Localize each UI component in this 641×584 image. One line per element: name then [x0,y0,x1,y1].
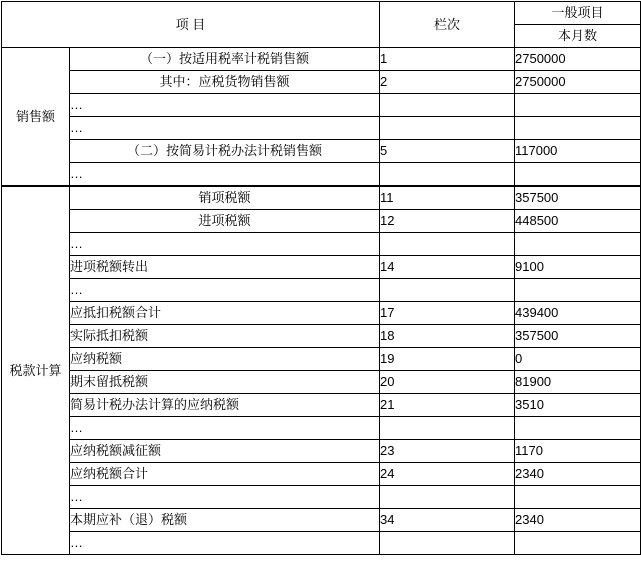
cell-amount [515,94,641,117]
cell-line-number: 17 [380,302,515,325]
cell-amount: 357500 [515,325,641,348]
cell-line-number: 12 [380,210,515,233]
cell-line-number: 24 [380,463,515,486]
table-row [2,210,641,233]
cell-item: … [70,233,380,256]
cell-line-number [380,486,515,509]
table-row [2,71,641,94]
cell-amount: 2340 [515,509,641,532]
cell-line-number: 2 [380,71,515,94]
cell-line-number: 18 [380,325,515,348]
table-row [2,440,641,463]
header-general-cell: 一般项目 [515,2,641,25]
cell-line-number: 1 [380,48,515,71]
cell-item: 简易计税办法计算的应纳税额 [70,394,380,417]
header-line-cell: 栏次 [380,2,515,48]
table-row [2,371,641,394]
cell-line-number: 19 [380,348,515,371]
table-row [2,48,641,71]
cell-amount [515,279,641,302]
cell-item: 实际抵扣税额 [70,325,380,348]
cell-item: … [70,117,380,140]
table-row [2,117,641,140]
table-row [2,463,641,486]
cell-amount [515,532,641,555]
table-row [2,394,641,417]
cell-item: 其中：应税货物销售额 [70,71,380,94]
cell-item: 应纳税额合计 [70,463,380,486]
cell-amount: 117000 [515,140,641,163]
cell-line-number [380,94,515,117]
table-row [2,509,641,532]
table-row [2,417,641,440]
table-row [2,532,641,555]
cell-item: 进项税额转出 [70,256,380,279]
cell-item: 应纳税额减征额 [70,440,380,463]
cell-amount: 448500 [515,210,641,233]
cell-line-number [380,279,515,302]
cell-line-number [380,532,515,555]
cell-line-number: 23 [380,440,515,463]
table-row [2,256,641,279]
cell-amount: 2750000 [515,48,641,71]
cell-amount [515,163,641,187]
cell-item: 应抵扣税额合计 [70,302,380,325]
table-row [2,325,641,348]
cell-item: 本期应补（退）税额 [70,509,380,532]
table-row [2,163,641,187]
cell-line-number [380,233,515,256]
cell-item: … [70,163,380,187]
header-month-cell: 本月数 [515,25,641,48]
cell-amount [515,117,641,140]
cell-item: （二）按简易计税办法计税销售额 [70,140,380,163]
table-row [2,94,641,117]
cell-line-number: 21 [380,394,515,417]
vat-declaration-sheet [0,1,641,584]
header-item-cell: 项 目 [2,2,380,48]
table-row [2,302,641,325]
cell-item: 期末留抵税额 [70,371,380,394]
cell-line-number: 20 [380,371,515,394]
cell-amount: 1170 [515,440,641,463]
table-row [2,279,641,302]
cell-line-number [380,117,515,140]
cell-amount: 439400 [515,302,641,325]
cell-line-number: 11 [380,186,515,210]
table-header-row [2,2,641,25]
vat-table [1,1,641,555]
table-row [2,140,641,163]
cell-item: … [70,417,380,440]
cell-item: 进项税额 [70,210,380,233]
cell-line-number [380,417,515,440]
cell-line-number: 34 [380,509,515,532]
table-row [2,233,641,256]
cell-line-number: 5 [380,140,515,163]
cell-amount [515,233,641,256]
cell-amount: 81900 [515,371,641,394]
cell-item: 销项税额 [70,186,380,210]
cell-amount: 2750000 [515,71,641,94]
cell-item: … [70,94,380,117]
cell-amount: 9100 [515,256,641,279]
cell-amount [515,486,641,509]
cell-amount: 2340 [515,463,641,486]
section-label-0: 销售额 [2,48,70,187]
cell-item: 应纳税额 [70,348,380,371]
table-row [2,186,641,210]
cell-line-number [380,163,515,187]
cell-item: … [70,486,380,509]
section-label-1: 税款计算 [2,186,70,555]
cell-item: … [70,279,380,302]
cell-amount [515,417,641,440]
table-row [2,348,641,371]
cell-line-number: 14 [380,256,515,279]
cell-amount: 0 [515,348,641,371]
cell-amount: 3510 [515,394,641,417]
cell-item: … [70,532,380,555]
cell-amount: 357500 [515,186,641,210]
table-row [2,486,641,509]
cell-item: （一）按适用税率计税销售额 [70,48,380,71]
